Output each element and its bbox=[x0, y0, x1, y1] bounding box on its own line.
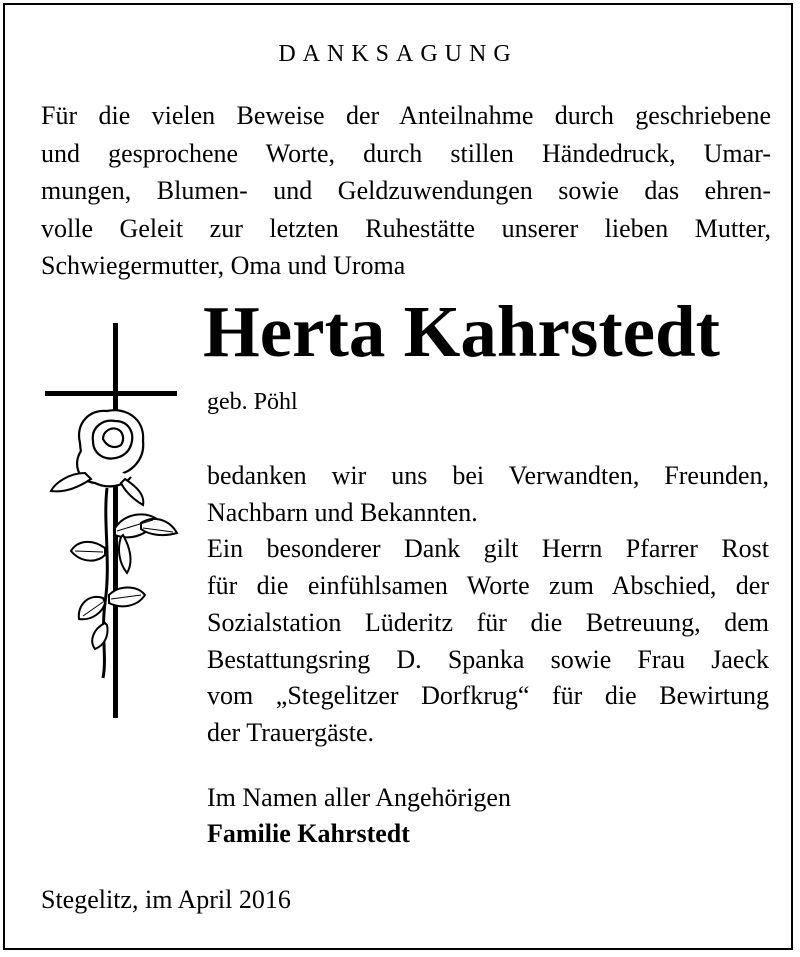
place-date: Stegelitz, im April 2016 bbox=[41, 885, 291, 914]
body-line: Bestattungsring D. Spanka sowie Frau Jaeck bbox=[207, 644, 769, 674]
intro-paragraph bbox=[41, 97, 771, 285]
intro-line: und gesprochene Worte, durch stillen Händedruck, Umar- bbox=[41, 138, 771, 168]
page-title: DANKSAGUNG bbox=[278, 41, 518, 67]
body-line: bedanken wir uns bei Verwandten, Freunden, bbox=[207, 461, 769, 490]
body-line: der Trauergäste. bbox=[207, 717, 375, 747]
body-line: Ein besonderer Dank gilt Herrn Pfarrer Rost bbox=[207, 534, 769, 564]
body-line: Sozialstation Lüderitz für die Betreuung, dem bbox=[207, 607, 769, 637]
thanks-paragraph bbox=[207, 458, 769, 752]
cross-icon bbox=[45, 323, 180, 728]
body-line: für die einfühlsamen Worte zum Abschied, der bbox=[207, 571, 769, 601]
body-line: Nachbarn und Bekannten. bbox=[207, 497, 478, 527]
intro-line: Für die vielen Beweise der Anteilnahme durch geschriebene bbox=[41, 101, 771, 130]
intro-line: mungen, Blumen- und Geldzuwendungen sowie das ehren- bbox=[41, 176, 771, 205]
signature-block bbox=[207, 780, 511, 852]
deceased-name: Herta Kahrstedt bbox=[203, 291, 720, 372]
body-line: vom „Stegelitzer Dorfkrug“ für die Bewirtung bbox=[207, 681, 769, 711]
intro-line: volle Geleit zur letzten Ruhestätte unserer lieben Mutter, bbox=[41, 213, 771, 243]
intro-line: Schwiegermutter, Oma und Uroma bbox=[41, 251, 406, 280]
signature-line: Im Namen aller Angehörigen bbox=[207, 783, 511, 812]
obituary-card bbox=[3, 3, 793, 950]
rose-icon bbox=[45, 323, 180, 723]
family-name: Familie Kahrstedt bbox=[207, 819, 410, 848]
birth-name: geb. Pöhl bbox=[207, 389, 298, 415]
